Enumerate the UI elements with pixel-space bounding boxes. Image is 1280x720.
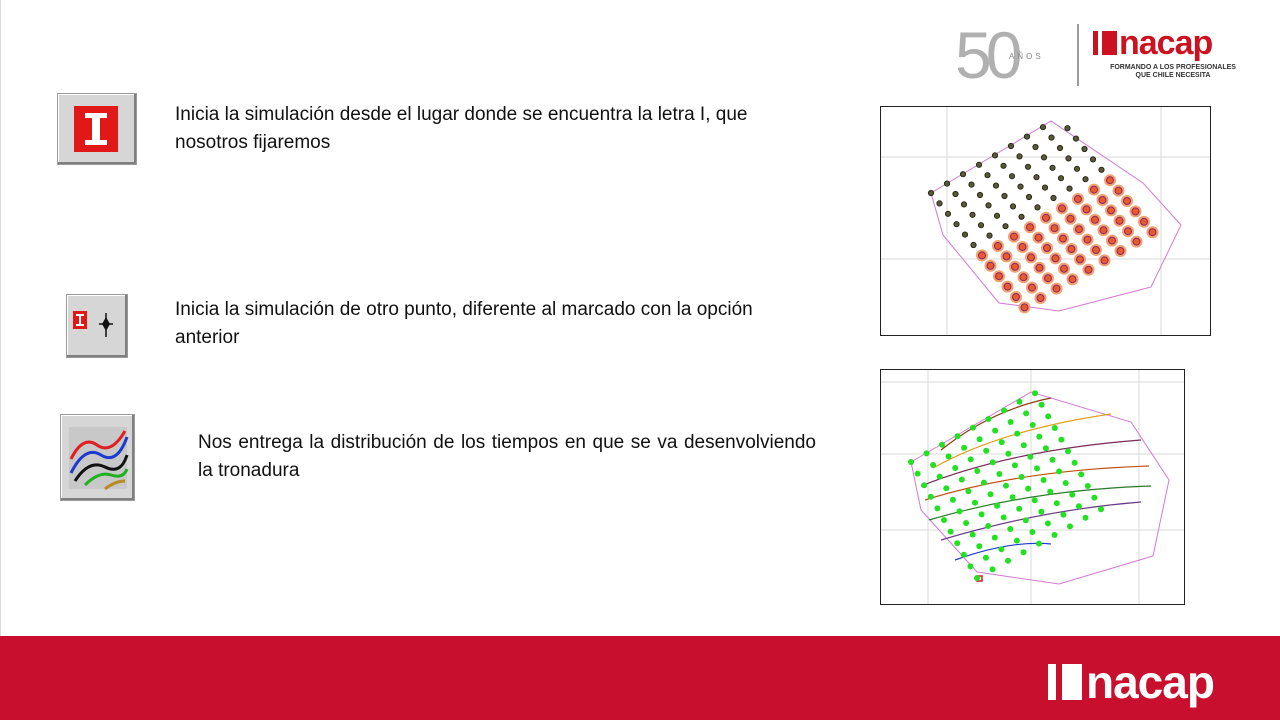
blast-hole [1058,176,1063,181]
blast-hole [981,480,987,486]
blast-hole [1035,205,1040,210]
blast-hole [934,505,940,511]
blast-hole [1058,437,1064,443]
blast-hole [1023,410,1029,416]
blast-hole [987,233,992,238]
blast-hole [1019,474,1025,480]
fired-blast-hole [1027,224,1034,231]
anniversary-number: 50 [955,18,1017,92]
blast-hole [978,223,983,228]
blast-hole [988,491,994,497]
anniversary-word: AÑOS [1009,52,1044,61]
blast-hole [1030,422,1036,428]
blast-hole [986,203,991,208]
fired-blast-hole [1117,248,1124,255]
blast-hole [970,425,976,431]
blast-hole [969,182,974,187]
header-logo [955,18,1255,92]
fired-blast-hole [1035,234,1042,241]
fired-blast-hole [1052,255,1059,262]
blast-hole [1073,136,1078,141]
start-other-point-button[interactable] [66,294,128,358]
blast-pattern-plot [881,107,1210,335]
inacap-wordmark: nacap [1119,24,1213,62]
blast-hole [1019,214,1024,219]
blast-hole [1041,155,1046,160]
blast-hole [1025,164,1030,169]
blast-hole [1078,471,1084,477]
blast-hole [963,520,969,526]
blast-hole [976,162,981,167]
fired-blast-hole [995,243,1002,250]
start-letter-i-button[interactable] [57,93,137,165]
blast-hole [1085,483,1091,489]
fired-blast-hole [1100,227,1107,234]
blast-hole [965,488,971,494]
fired-blast-hole [1020,274,1027,281]
blast-hole [1036,541,1042,547]
fired-blast-hole [1107,177,1114,184]
blast-hole [930,462,936,468]
fired-blast-hole [1069,276,1076,283]
blast-hole [970,532,976,538]
blast-hole [1003,483,1009,489]
fired-blast-hole [1092,216,1099,223]
fired-blast-hole [1149,229,1156,236]
fired-blast-hole [1004,283,1011,290]
fired-blast-hole [1115,187,1122,194]
blast-hole [1001,407,1007,413]
fired-blast-hole [1003,253,1010,260]
blast-hole [985,173,990,178]
blast-hole [946,453,952,459]
fired-blast-hole [996,273,1003,280]
blast-hole [1005,451,1011,457]
left-border-line [0,0,1,636]
fired-blast-hole [1125,228,1132,235]
blast-hole [1008,143,1013,148]
blast-hole [1043,445,1049,451]
blast-hole [1014,431,1020,437]
fired-blast-hole [1013,294,1020,301]
fired-blast-hole [1108,207,1115,214]
fired-blast-hole [987,262,994,269]
blast-hole [992,428,998,434]
blast-area-outline [911,392,1169,584]
blast-hole [1091,495,1097,501]
blast-hole [944,181,949,186]
time-distribution-figure [880,369,1185,605]
blast-hole [937,474,943,480]
fired-blast-hole [1044,245,1051,252]
blast-hole [1065,126,1070,131]
blast-hole [961,552,967,558]
blast-hole [1025,486,1031,492]
blast-hole [974,468,980,474]
blast-hole [1034,465,1040,471]
blast-hole [1051,195,1056,200]
blast-hole [1065,448,1071,454]
fired-blast-hole [1093,247,1100,254]
blast-hole [1050,457,1056,463]
blast-hole [976,543,982,549]
fired-blast-hole [1099,197,1106,204]
blast-hole [1005,558,1011,564]
blast-hole [1036,434,1042,440]
blast-hole [1021,442,1027,448]
blast-hole [1029,529,1035,535]
blast-hole [979,511,985,517]
blast-hole [948,529,954,535]
blast-hole [996,471,1002,477]
blast-hole [1010,494,1016,500]
blast-hole [998,546,1004,552]
start-letter-i-icon [58,94,136,164]
blast-hole [928,190,933,195]
blast-hole [1023,517,1029,523]
fired-blast-hole [1116,217,1123,224]
blast-hole [983,448,989,454]
blast-hole [1069,492,1075,498]
fired-blast-hole [1132,208,1139,215]
blast-hole [952,465,958,471]
fired-blast-hole [1133,238,1140,245]
blast-hole [1012,462,1018,468]
blast-hole [1032,390,1038,396]
blast-hole [1052,532,1058,538]
blast-hole [1026,194,1031,199]
blast-hole [939,442,945,448]
blast-hole [1001,163,1006,168]
inacap-logo-top [1093,26,1212,60]
blast-hole [990,566,996,572]
blast-hole [962,232,967,237]
blast-hole [1001,514,1007,520]
blast-hole [954,222,959,227]
blast-hole [1039,402,1045,408]
blast-hole [1090,157,1095,162]
blast-hole [992,153,997,158]
tool-description-time-distribution: Nos entrega la distribución de los tiempos en que se va desenvolviendo la tronadura [198,432,816,481]
blast-hole [985,523,991,529]
time-distribution-button[interactable] [60,414,135,501]
blast-hole [1049,135,1054,140]
blast-hole [1083,515,1089,521]
blast-hole [967,563,973,569]
blast-hole [1045,413,1051,419]
blast-hole [955,433,961,439]
blast-hole [1016,506,1022,512]
blast-hole [983,555,989,561]
blast-hole [1099,167,1104,172]
blast-hole [915,471,921,477]
blast-hole [961,202,966,207]
fired-blast-hole [1011,233,1018,240]
blast-hole [959,477,965,483]
blast-hole [986,416,992,422]
blast-hole [972,500,978,506]
blast-hole [1057,145,1062,150]
blast-hole [941,517,947,523]
blast-hole [1033,144,1038,149]
blast-hole [928,494,934,500]
blast-hole [1083,177,1088,182]
blast-hole [1042,185,1047,190]
fired-blast-hole [1077,256,1084,263]
blast-hole [977,192,982,197]
fired-blast-hole [1083,206,1090,213]
blast-hole [1034,175,1039,180]
blast-hole [1002,193,1007,198]
fired-blast-hole [1059,205,1066,212]
fired-blast-hole [1109,237,1116,244]
blast-hole [908,459,914,465]
blast-hole [960,172,965,177]
blast-hole [1041,477,1047,483]
fired-blast-hole [1029,284,1036,291]
blast-hole [953,191,958,196]
blast-hole [1054,500,1060,506]
blast-hole [1045,520,1051,526]
blast-hole [1009,174,1014,179]
tool-description-start-i: Inicia la simulación desde el lugar donde se encuentra la letra I, que nosotros fijaremos [175,104,748,153]
blast-hole [1076,503,1082,509]
blast-hole [1038,509,1044,515]
fired-blast-hole [1141,218,1148,225]
fired-blast-hole [1043,214,1050,221]
blast-hole [974,575,980,581]
fired-blast-hole [1036,264,1043,271]
blast-hole [1021,549,1027,555]
blast-hole [994,213,999,218]
blast-hole [1060,512,1066,518]
fired-blast-hole [1068,246,1075,253]
blast-hole [994,503,1000,509]
fired-blast-hole [1061,265,1068,272]
inacap-footer-wordmark: nacap [1086,656,1214,708]
start-other-point-icon [67,295,127,357]
blast-hole [1047,489,1053,495]
logo-divider [1077,24,1079,86]
fired-blast-hole [1067,215,1074,222]
fired-blast-hole [1019,244,1026,251]
blast-hole [1052,425,1058,431]
blast-hole [924,450,930,456]
blast-hole [957,508,963,514]
blast-hole [1050,165,1055,170]
blast-hole [943,485,949,491]
blast-hole [921,482,927,488]
blast-hole [961,445,967,451]
blast-hole [1017,154,1022,159]
fired-blast-hole [1084,236,1091,243]
blast-hole [990,459,996,465]
blast-hole [1010,204,1015,209]
blast-hole [977,436,983,442]
fired-blast-hole [1060,235,1067,242]
fired-blast-hole [1028,254,1035,261]
blast-hole [993,183,998,188]
blast-hole [992,535,998,541]
fired-blast-hole [1085,266,1092,273]
inacap-tagline: FORMANDO A LOS PROFESIONALES QUE CHILE NECESITA [1110,64,1236,79]
blast-hole [1003,224,1008,229]
blast-hole [1082,146,1087,151]
blast-hole [1014,538,1020,544]
fired-blast-hole [1053,285,1060,292]
blast-hole [1072,460,1078,466]
blast-hole [1017,399,1023,405]
blast-hole [1032,497,1038,503]
fired-blast-hole [1091,186,1098,193]
fired-blast-hole [1012,263,1019,270]
fired-blast-hole [979,252,986,259]
fired-blast-hole [1045,275,1052,282]
fired-blast-hole [1051,225,1058,232]
footer-bar [0,636,1280,720]
time-contour-plot [881,370,1184,604]
blast-hole [954,540,960,546]
fired-blast-hole [1021,304,1028,311]
blast-hole [1018,184,1023,189]
blast-hole [1066,156,1071,161]
blast-hole [1067,523,1073,529]
fired-blast-hole [1124,198,1131,205]
inacap-footer-mark [1048,664,1082,700]
blast-hole [1027,454,1033,460]
fired-blast-hole [1076,226,1083,233]
blast-hole [970,212,975,217]
blast-hole [968,456,974,462]
blast-hole [950,497,956,503]
blast-hole [937,201,942,206]
blast-hole [999,439,1005,445]
fired-blast-hole [1037,295,1044,302]
blast-hole [1067,186,1072,191]
blast-hole [945,211,950,216]
blast-hole [1007,526,1013,532]
blast-hole [1056,468,1062,474]
blast-hole [1098,506,1104,512]
blast-hole [1008,419,1014,425]
blast-hole [971,242,976,247]
blast-hole [1040,125,1045,130]
time-distribution-icon [61,415,134,500]
blast-hole [1024,134,1029,139]
tool-description-start-other: Inicia la simulación de otro punto, diferente al marcado con la opción anterior [175,299,753,348]
fired-blast-hole [1075,196,1082,203]
inacap-logo-footer [1048,656,1214,708]
blast-simulation-figure [880,106,1211,336]
inacap-logo-mark [1093,31,1117,55]
blast-hole [1074,166,1079,171]
fired-blast-hole [1101,257,1108,264]
blast-hole [1063,480,1069,486]
